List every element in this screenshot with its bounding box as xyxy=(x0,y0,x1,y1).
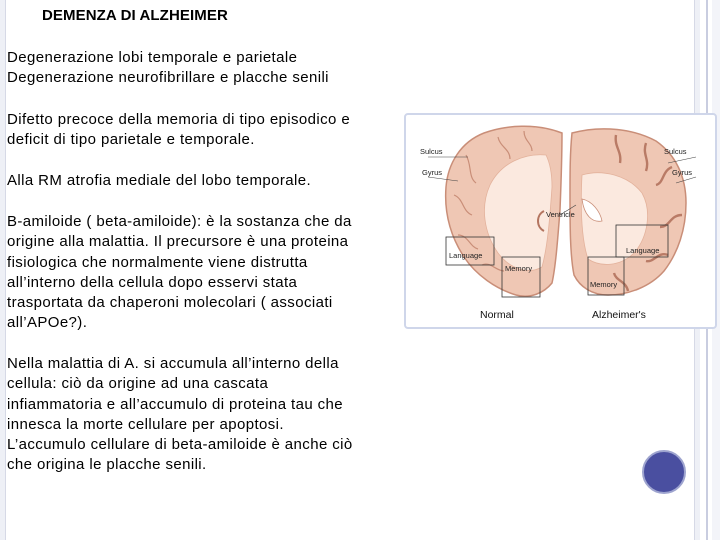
caption-normal: Normal xyxy=(480,309,514,321)
paragraph-memory-deficit: Difetto precoce della memoria di tipo episodico e deficit di tipo parietale e temporale. xyxy=(7,111,351,149)
brain-comparison-figure xyxy=(404,113,717,329)
label-memory-normal: Memory xyxy=(505,264,533,273)
label-language-normal: Language xyxy=(449,251,483,260)
decorative-circle xyxy=(642,450,686,494)
label-gyrus-left: Gyrus xyxy=(422,168,443,177)
label-sulcus-left: Sulcus xyxy=(420,147,443,156)
slide-title: DEMENZA DI ALZHEIMER xyxy=(42,7,228,24)
label-gyrus-right: Gyrus xyxy=(672,168,693,177)
paragraph-degeneration: Degenerazione lobi temporale e parietale Degenerazione neurofibrillare e placche senili xyxy=(7,49,329,87)
brain-illustration xyxy=(406,115,715,327)
paragraph-accumulation: Nella malattia di A. si accumula all’interno della cellula: ciò da origine ad una cascata infiammatoria e all’accumulo di proteina tau che innesca la morte cellulare per apoptosi. L’accumulo cellulare di beta-amiloide è anche ciò che origina le placche senili. xyxy=(7,355,353,474)
label-language-alzheimers: Language xyxy=(626,246,660,255)
paragraph-mri: Alla RM atrofia mediale del lobo temporale. xyxy=(7,172,312,189)
normal-brain-section xyxy=(446,126,562,296)
caption-alzheimers: Alzheimer's xyxy=(592,309,646,321)
paragraph-beta-amyloid: B-amiloide ( beta-amiloide): è la sostanza che da origine alla malattia. Il precursore è una proteina fisiologica che normalmente viene distrutta all’interno della cellula dopo esservi stata trasportata da chaperoni molecolari ( associati all’APOe?). xyxy=(7,213,352,332)
label-ventricle: Ventricle xyxy=(546,210,575,219)
label-sulcus-right: Sulcus xyxy=(664,147,687,156)
left-decor-bar xyxy=(0,0,6,540)
label-memory-alzheimers: Memory xyxy=(590,280,618,289)
